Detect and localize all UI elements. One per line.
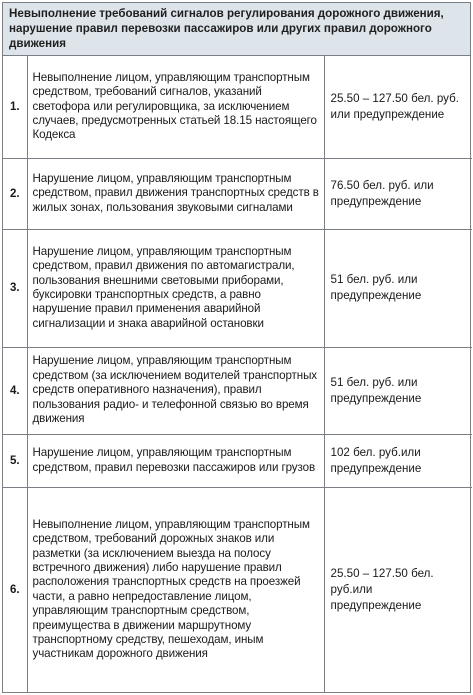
- row-number: 5.: [3, 434, 27, 487]
- fine-amount: 76.50 бел. руб. или предупреждение: [324, 158, 472, 229]
- violation-description: Нарушение лицом, управляющим транспортным средством (за исключением водителей транспортных средств оперативного назначения), правил пользования радио- и телефонной связью во время движения: [27, 347, 324, 434]
- row-number: 1.: [3, 56, 27, 158]
- row-number: 6.: [3, 487, 27, 692]
- table-row: [3, 487, 472, 692]
- violation-description: Нарушение лицом, управляющим транспортным средством, правил движения по автомагистрали, пользования внешними световыми приборами, буксировки транспортных средств, а равно нарушение правил применения аварийной сигнализации и знака аварийной остановки: [27, 229, 324, 347]
- fine-amount: 102 бел. руб.или предупреждение: [324, 434, 472, 487]
- table-row: [3, 229, 472, 347]
- table-row: [3, 158, 472, 229]
- table-row: [3, 434, 472, 487]
- table-header: Невыполнение требований сигналов регулирования дорожного движения, нарушение правил перевозки пассажиров или других правил дорожного движения: [3, 3, 470, 56]
- fine-amount: 25.50 – 127.50 бел. руб.или предупреждение: [324, 487, 472, 692]
- violation-description: Нарушение лицом, управляющим транспортным средством, правил движения транспортных средств в жилых зонах, пользования звуковыми сигналами: [27, 158, 324, 229]
- row-number: 3.: [3, 229, 27, 347]
- table-row: [3, 347, 472, 434]
- fine-amount: 51 бел. руб. или предупреждение: [324, 229, 472, 347]
- row-number: 4.: [3, 347, 27, 434]
- fines-table: [3, 56, 472, 692]
- violation-description: Невыполнение лицом, управляющим транспортным средством, требований сигналов, указаний светофора или регулировщика, за исключением случаев, предусмотренных статьей 18.15 настоящего Кодекса: [27, 56, 324, 158]
- fine-amount: 25.50 – 127.50 бел. руб. или предупреждение: [324, 56, 472, 158]
- table-row: [3, 56, 472, 158]
- row-number: 2.: [3, 158, 27, 229]
- fine-amount: 51 бел. руб. или предупреждение: [324, 347, 472, 434]
- fines-document: [2, 2, 471, 693]
- violation-description: Невыполнение лицом, управляющим транспортным средством, требований дорожных знаков или разметки (за исключением выезда на полосу встречного движения) либо нарушение правил расположения транспортных средств на проезжей части, а равно непредоставление лицом, управляющим транспортным средством, преимущества в движении маршрутному транспортному средству, пешеходам, иным участникам дорожного движения: [27, 487, 324, 692]
- violation-description: Нарушение лицом, управляющим транспортным средством, правил перевозки пассажиров или грузов: [27, 434, 324, 487]
